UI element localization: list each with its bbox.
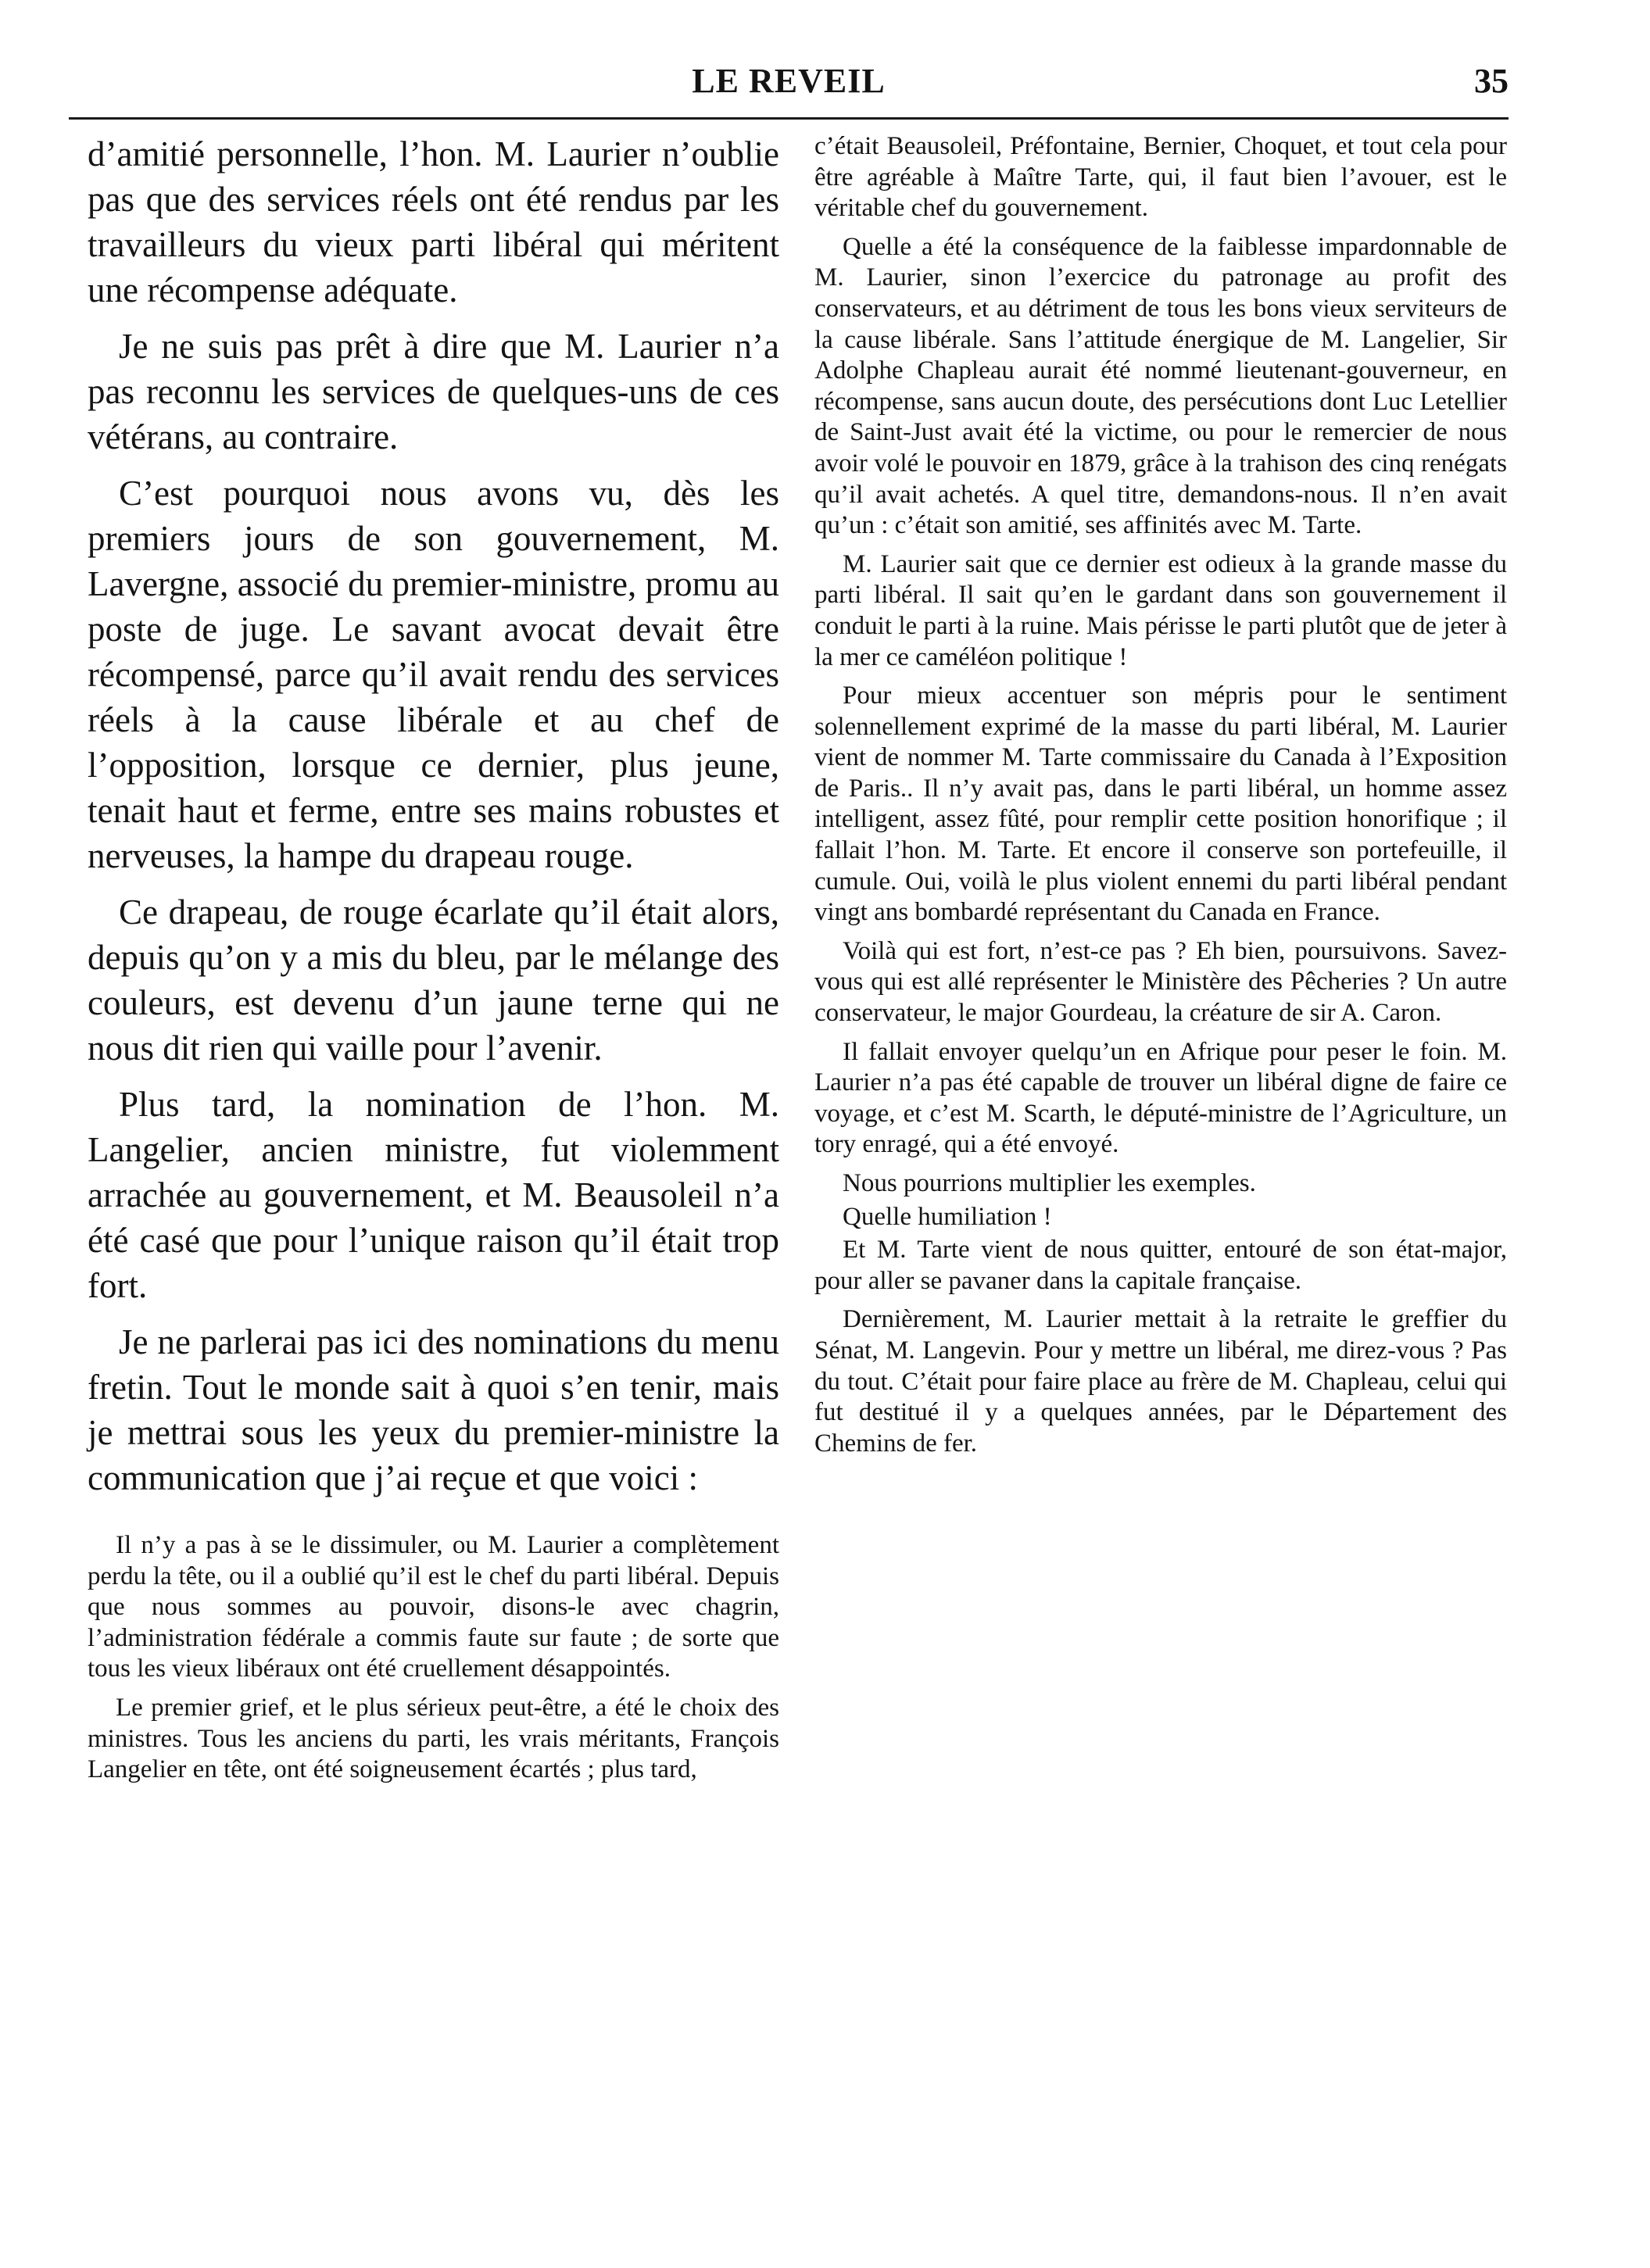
paragraph: C’est pourquoi nous avons vu, dès les premiers jours de son gouvernement, M. Lavergne, associé du premier-ministre, promu au poste de juge. Le savant avocat devait être récompensé, parce qu’il avait rendu des services réels à la cause libérale et au chef de l’opposition, lorsque ce dernier, plus jeune, tenait haut et ferme, entre ses mains robustes et nerveuses, la hampe du drapeau rouge. [88,474,779,875]
left-column [88,131,779,1794]
quoted-paragraph: Voilà qui est fort, n’est-ce pas ? Eh bien, poursuivons. Savez-vous qui est allé représenter le Ministère des Pêcheries ? Un autre conservateur, le major Gourdeau, la créature de sir A. Caron. [814,936,1507,1028]
quoted-paragraph: M. Laurier sait que ce dernier est odieux à la grande masse du parti libéral. Il sait qu’en le gardant dans son gouvernement il conduit le parti à la ruine. Mais périsse le parti plutôt que de jeter à la mer ce caméléon politique ! [814,549,1507,671]
quoted-paragraph: Pour mieux accentuer son mépris pour le sentiment solennellement exprimé de la masse du parti libéral, M. Laurier vient de nommer M. Tarte commissaire du Canada à l’Exposition de Paris.. Il n’y avait pas, dans le parti libéral, un homme assez intelligent, assez fûté, pour remplir cette position honorifique ; il fallait l’hon. M. Tarte. Et encore il conserve son portefeuille, il cumule. Oui, voilà le plus violent ennemi du parti libéral pendant vingt ans bombardé représentant du Canada en France. [814,681,1507,927]
quoted-paragraph: Il n’y a pas à se le dissimuler, ou M. Laurier a complètement perdu la tête, ou il a oublié qu’il est le chef du parti libéral. Depuis que nous sommes au pouvoir, disons-le avec chagrin, l’administration fédérale a commis faute sur faute ; de sorte que tous les vieux libéraux ont été cruellement désappointés. [88,1531,779,1683]
running-title: LE REVEIL [692,62,886,100]
paragraph: d’amitié personnelle, l’hon. M. Laurier n’oublie pas que des services réels ont été rendus par les travailleurs du vieux parti libéral qui méritent une récompense adéquate. [88,134,779,309]
paragraph: Je ne suis pas prêt à dire que M. Laurier n’a pas reconnu les services de quelques-uns de ces vétérans, au contraire. [88,327,779,456]
quoted-paragraph: Dernièrement, M. Laurier mettait à la retraite le greffier du Sénat, M. Langevin. Pour y mettre un libéral, me direz-vous ? Pas du tout. C’était pour faire place au frère de M. Chapleau, celui qui fut destitué il y a quelques années, par le Département des Chemins de fer. [814,1305,1507,1458]
quoted-paragraph: Quelle humiliation ! [843,1202,1052,1231]
paragraph: Plus tard, la nomination de l’hon. M. Langelier, ancien ministre, fut violemment arrachée au gouvernement, et M. Beausoleil n’a été casé que pour l’unique raison qu’il était trop fort. [88,1085,779,1305]
paragraph: Ce drapeau, de rouge écarlate qu’il était alors, depuis qu’on y a mis du bleu, par le mélange des couleurs, est devenu d’un jaune terne qui ne nous dit rien qui vaille pour l’avenir. [88,893,779,1068]
right-column [814,131,1507,1467]
paragraph: Je ne parlerai pas ici des nominations du menu fretin. Tout le monde sait à quoi s’en tenir, mais je mettrai sous les yeux du premier-ministre la communication que j’ai reçue et que voici : [88,1322,779,1497]
quoted-paragraph: Quelle a été la conséquence de la faiblesse impardonnable de M. Laurier, sinon l’exercice du patronage au profit des conservateurs, et au détriment de tous les bons vieux serviteurs de la cause libérale. Sans l’attitude énergique de M. Langelier, Sir Adolphe Chapleau aurait été nommé lieutenant-gouverneur, en récompense, sans aucun doute, des persécutions dont Luc Letellier de Saint-Just avait été la victime, ou pour le remercier de nous avoir volé le pouvoir en 1879, grâce à la trahison des cinq renégats qu’il avait achetés. A quel titre, demandons-nous. Il n’en avait qu’un : c’était son amitié, ses affinités avec M. Tarte. [814,232,1507,540]
page-header [69,61,1509,116]
quoted-paragraph: Le premier grief, et le plus sérieux peut-être, a été le choix des ministres. Tous les anciens du parti, les vrais méritants, François Langelier en tête, ont été soigneusement écartés ; plus tard, [88,1693,779,1784]
quoted-paragraph: c’était Beausoleil, Préfontaine, Bernier, Choquet, et tout cela pour être agréable à Maître Tarte, qui, il faut bien l’avouer, est le véritable chef du gouvernement. [814,132,1507,223]
quoted-paragraph: Nous pourrions multiplier les exemples. [843,1169,1256,1197]
spacer [88,1511,779,1530]
quoted-paragraph: Et M. Tarte vient de nous quitter, entouré de son état-major, pour aller se pavaner dans la capitale française. [814,1236,1507,1295]
header-rule [69,117,1509,120]
page-number: 35 [1474,62,1509,100]
quoted-paragraph: Il fallait envoyer quelqu’un en Afrique pour peser le foin. M. Laurier n’a pas été capable de trouver un libéral digne de faire ce voyage, et c’est M. Scarth, le député-ministre de l’Agriculture, un tory enragé, qui a été envoyé. [814,1037,1507,1159]
